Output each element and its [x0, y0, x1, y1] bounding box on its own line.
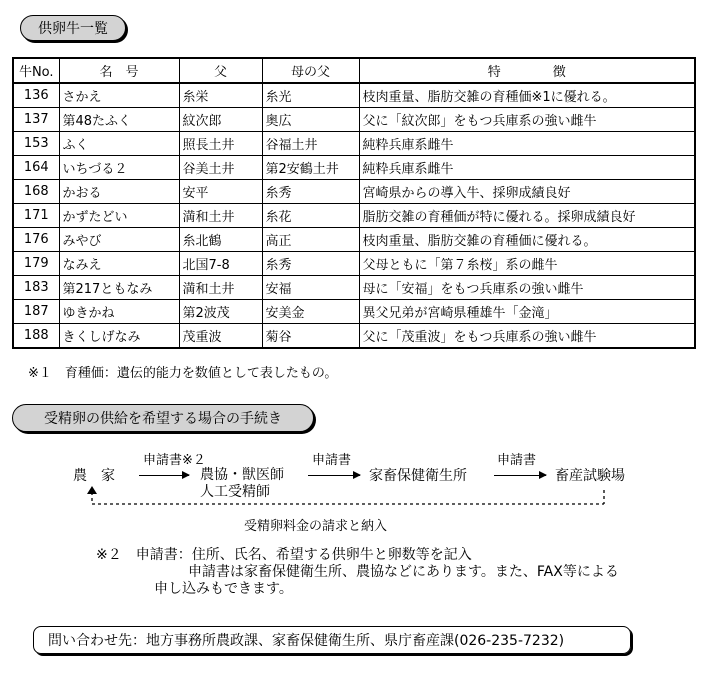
cell-cow-no: 168 [13, 180, 59, 204]
contact-text: 問い合わせ先：地方事務所農政課、家畜保健衛生所、県庁畜産課(026-235-7232) [48, 633, 565, 649]
cell-father: 安平 [179, 180, 262, 204]
cell-name: 第48たふく [59, 108, 179, 132]
section-title-text: 供卵牛一覧 [38, 21, 108, 37]
cell-mother-father: 糸光 [262, 83, 359, 108]
breeding-value-note: ※１ 育種価：遺伝的能力を数値として表したもの。 [28, 366, 338, 381]
cell-name: みやび [59, 228, 179, 252]
table-row [13, 204, 695, 228]
table-row [13, 300, 695, 324]
cell-father: 糸栄 [179, 83, 262, 108]
cell-mother-father: 奥広 [262, 108, 359, 132]
cell-mother-father: 糸秀 [262, 252, 359, 276]
label-application-2: 申請書 [312, 453, 352, 468]
cell-cow-no: 137 [13, 108, 59, 132]
table-row [13, 156, 695, 180]
table-row [13, 228, 695, 252]
table-row [13, 108, 695, 132]
cell-father: 北国7-8 [179, 252, 262, 276]
contact-box [33, 626, 631, 654]
cell-feature: 父に「茂重波」をもつ兵庫系の強い雌牛 [359, 324, 695, 349]
table-row [13, 252, 695, 276]
table-header-row [13, 58, 695, 83]
arrow-3 [494, 475, 546, 476]
label-fee-billing: 受精卵料金の請求と納入 [244, 519, 388, 534]
cell-mother-father: 第2安鶴土井 [262, 156, 359, 180]
cell-name: ふく [59, 132, 179, 156]
cell-cow-no: 188 [13, 324, 59, 349]
cell-father: 満和土井 [179, 276, 262, 300]
cell-feature: 枝肉重量、脂肪交雑の育種価※1に優れる。 [359, 83, 695, 108]
cell-feature: 父に「紋次郎」をもつ兵庫系の強い雌牛 [359, 108, 695, 132]
arrow-2 [308, 475, 360, 476]
table-row [13, 324, 695, 349]
node-livestock-health-center: 家畜保健衛生所 [369, 468, 467, 484]
cell-feature: 枝肉重量、脂肪交雑の育種価に優れる。 [359, 228, 695, 252]
cell-mother-father: 谷福土井 [262, 132, 359, 156]
cell-name: ゆきかね [59, 300, 179, 324]
cell-feature: 純粋兵庫系雌牛 [359, 156, 695, 180]
header-mother-father: 母の父 [262, 58, 359, 83]
label-application-1: 申請書※２ [143, 453, 206, 468]
label-application-3: 申請書 [497, 453, 537, 468]
table-row [13, 132, 695, 156]
cell-feature: 母に「安福」をもつ兵庫系の強い雌牛 [359, 276, 695, 300]
cell-mother-father: 高正 [262, 228, 359, 252]
cell-name: きくしげなみ [59, 324, 179, 349]
header-feature: 特 徴 [359, 58, 695, 83]
cell-name: かずたどい [59, 204, 179, 228]
cell-father: 第2波茂 [179, 300, 262, 324]
cell-father: 満和土井 [179, 204, 262, 228]
cell-mother-father: 安福 [262, 276, 359, 300]
cell-name: いちづる２ [59, 156, 179, 180]
cell-cow-no: 153 [13, 132, 59, 156]
application-note-line3: 申し込みもできます。 [154, 581, 293, 597]
cell-name: なみえ [59, 252, 179, 276]
section-title-procedure [12, 404, 314, 432]
application-note-line2: 申請書は家畜保健衛生所、農協などにあります。また、FAX等による [188, 564, 619, 580]
node-ai-technician: 人工受精師 [200, 484, 270, 500]
cell-cow-no: 176 [13, 228, 59, 252]
cell-cow-no: 164 [13, 156, 59, 180]
section-title-text: 受精卵の供給を希望する場合の手続き [44, 411, 282, 427]
cell-father: 照長土井 [179, 132, 262, 156]
node-farmer: 農 家 [73, 468, 115, 484]
cell-feature: 異父兄弟が宮崎県種雄牛「金滝」 [359, 300, 695, 324]
cell-mother-father: 糸秀 [262, 180, 359, 204]
cell-cow-no: 136 [13, 83, 59, 108]
return-arrow [84, 486, 614, 512]
cell-name: 第217ともなみ [59, 276, 179, 300]
cell-feature: 純粋兵庫系雌牛 [359, 132, 695, 156]
table-row [13, 180, 695, 204]
cell-mother-father: 安美金 [262, 300, 359, 324]
cell-feature: 脂肪交雑の育種価が特に優れる。採卵成績良好 [359, 204, 695, 228]
table-row [13, 276, 695, 300]
cell-father: 茂重波 [179, 324, 262, 349]
cell-cow-no: 179 [13, 252, 59, 276]
header-father: 父 [179, 58, 262, 83]
node-coop-vet: 農協・獣医師 [200, 467, 284, 483]
table-row [13, 83, 695, 108]
donor-cow-table [12, 57, 696, 349]
cell-father: 糸北鶴 [179, 228, 262, 252]
header-name: 名 号 [59, 58, 179, 83]
section-title-donor-cows [20, 15, 126, 41]
cell-name: かおる [59, 180, 179, 204]
cell-name: さかえ [59, 83, 179, 108]
application-note [96, 547, 619, 598]
cell-father: 紋次郎 [179, 108, 262, 132]
cell-cow-no: 183 [13, 276, 59, 300]
cell-feature: 宮崎県からの導入牛、採卵成績良好 [359, 180, 695, 204]
cell-cow-no: 187 [13, 300, 59, 324]
cell-mother-father: 菊谷 [262, 324, 359, 349]
cell-father: 谷美土井 [179, 156, 262, 180]
cell-feature: 父母ともに「第７糸桜」系の雌牛 [359, 252, 695, 276]
cell-mother-father: 糸花 [262, 204, 359, 228]
node-livestock-experiment-station: 畜産試験場 [555, 468, 625, 484]
arrow-1 [139, 475, 189, 476]
cell-cow-no: 171 [13, 204, 59, 228]
application-note-line1: ※２ 申請書：住所、氏名、希望する供卵牛と卵数等を記入 [96, 547, 472, 563]
header-cow-no: 牛No. [13, 58, 59, 83]
